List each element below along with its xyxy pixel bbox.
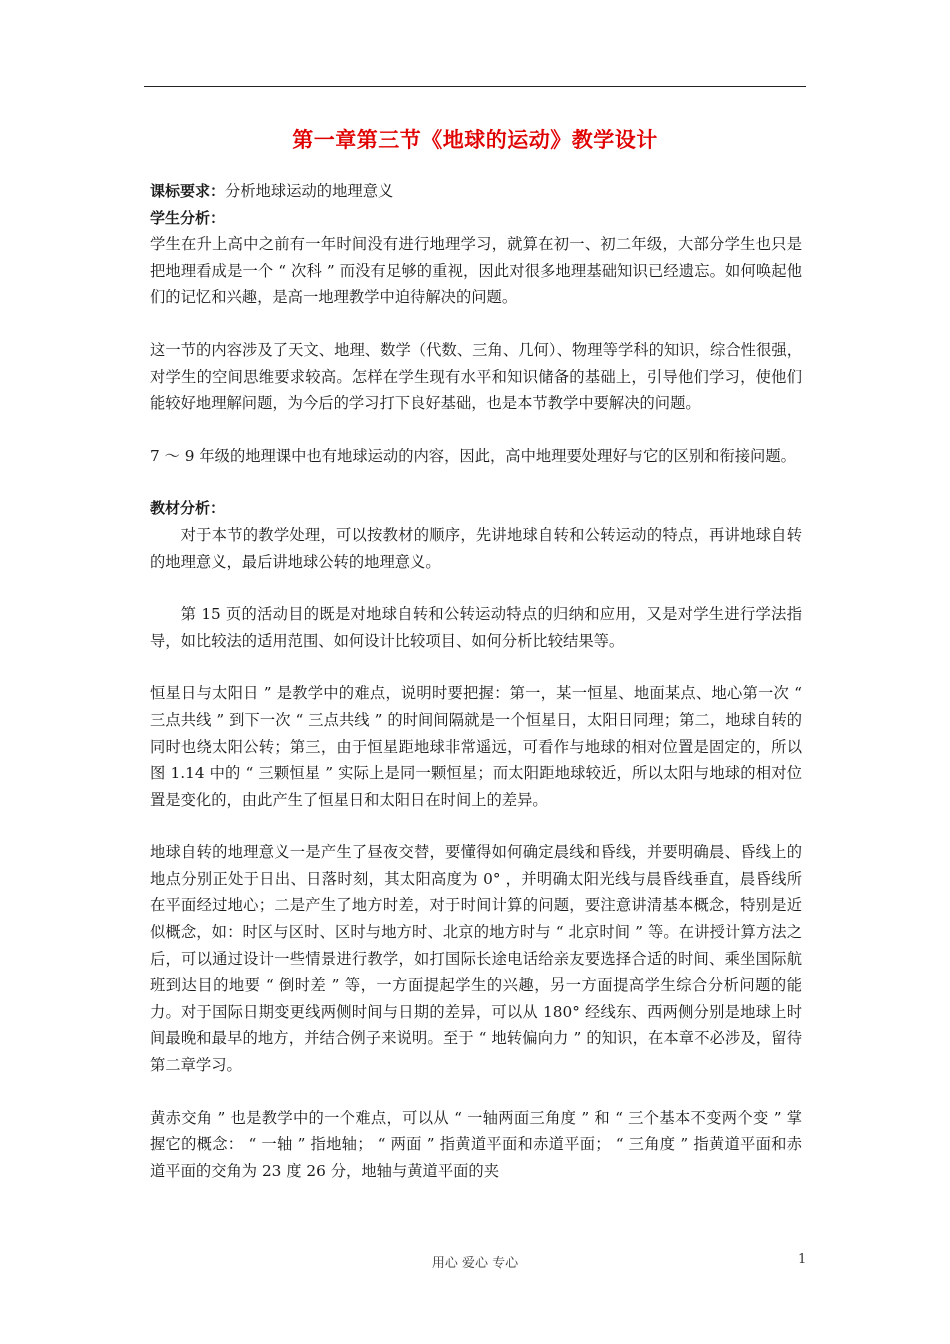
requirement-line (150, 178, 802, 205)
footer-text: 用心 爱心 专心 (431, 1256, 519, 1271)
material-analysis-heading: 教材分析： (150, 499, 226, 518)
header-rule (144, 86, 806, 87)
paragraph-8: 黄赤交角 ” 也是教学中的一个难点，可以从 “ 一轴两面三角度 ” 和 “ 三个基本不变两个变 ” 掌握它的概念： “ 一轴 ” 指地轴； “ 两面 ” 指黄道平面和赤道平面； “ 三角度 ” 指黄道平面和赤道平面的交角为 23 度 26 分，地轴与黄道平面的夹 (150, 1108, 802, 1180)
paragraph-1: 学生在升上高中之前有一年时间没有进行地理学习，就算在初一、初二年级，大部分学生也只是把地理看成是一个 “ 次科 ” 而没有足够的重视，因此对很多地理基础知识已经遗忘。如何唤起他们的记忆和兴趣，是高一地理教学中迫待解决的问题。 (150, 235, 802, 307)
paragraph-3: 7 ～ 9 年级的地理课中也有地球运动的内容，因此，高中地理要处理好与它的区别和衔接问题。 (150, 446, 796, 465)
paragraph-6: 恒星日与太阳日 ” 是教学中的难点，说明时要把握：第一，某一恒星、地面某点、地心第一次 “ 三点共线 ” 到下一次 “ 三点共线 ” 的时间间隔就是一个恒星日，太阳日同理；第二，地球自转的同时也绕太阳公转；第三，由于恒星距地球非常遥远，可看作与地球的相对位置是固定的，所以图 1.14 中的 “ 三颗恒星 ” 实际上是同一颗恒星；而太阳距地球较近，所以太阳与地球的相对位置是变化的，由此产生了恒星日和太阳日在时间上的差异。 (150, 684, 802, 809)
page-number: 1 (798, 1252, 807, 1267)
requirement-label: 课标要求： (150, 182, 226, 200)
paragraph-7: 地球自转的地理意义一是产生了昼夜交替，要懂得如何确定晨线和昏线，并要明确晨、昏线上的地点分别正处于日出、日落时刻，其太阳高度为 0° ，并明确太阳光线与晨昏线垂直，晨昏线所在平面经过地心；二是产生了地方时差，对于时间计算的问题，要注意讲清基本概念，特别是近似概念，如：时区与区时、区时与地方时、北京的地方时与 “ 北京时间 ” 等。在讲授计算方法之后，可以通过设计一些情景进行教学，如打国际长途电话给亲友要选择合适的时间、乘坐国际航班到达目的地要 “ 倒时差 ” 等，一方面提起学生的兴趣，另一方面提高学生综合分析问题的能力。对于国际日期变更线两侧时间与日期的差异，可以从 180° 经线东、西两侧分别是地球上时间最晚和最早的地方，并结合例子来说明。至于 “ 地转偏向力 ” 的知识，在本章不必涉及，留待第二章学习。 (150, 843, 802, 1075)
student-analysis-heading: 学生分析： (150, 208, 226, 227)
document-body (150, 178, 802, 1184)
requirement-text: 分析地球运动的地理意义 (225, 182, 394, 200)
paragraph-2: 这一节的内容涉及了天文、地理、数学（代数、三角、几何）、物理等学科的知识，综合性很强，对学生的空间思维要求较高。怎样在学生现有水平和知识储备的基础上，引导他们学习，使他们能较好地理解问题，为今后的学习打下良好基础，也是本节教学中要解决的问题。 (150, 340, 802, 413)
paragraph-4: 对于本节的教学处理，可以按教材的顺序，先讲地球自转和公转运动的特点，再讲地球自转的地理意义，最后讲地球公转的地理意义。 (150, 525, 802, 571)
paragraph-5: 第 15 页的活动目的既是对地球自转和公转运动特点的归纳和应用，又是对学生进行学法指导，如比较法的适用范围、如何设计比较项目、如何分析比较结果等。 (150, 605, 802, 650)
document-title: 第一章第三节《地球的运动》教学设计 (292, 128, 658, 152)
